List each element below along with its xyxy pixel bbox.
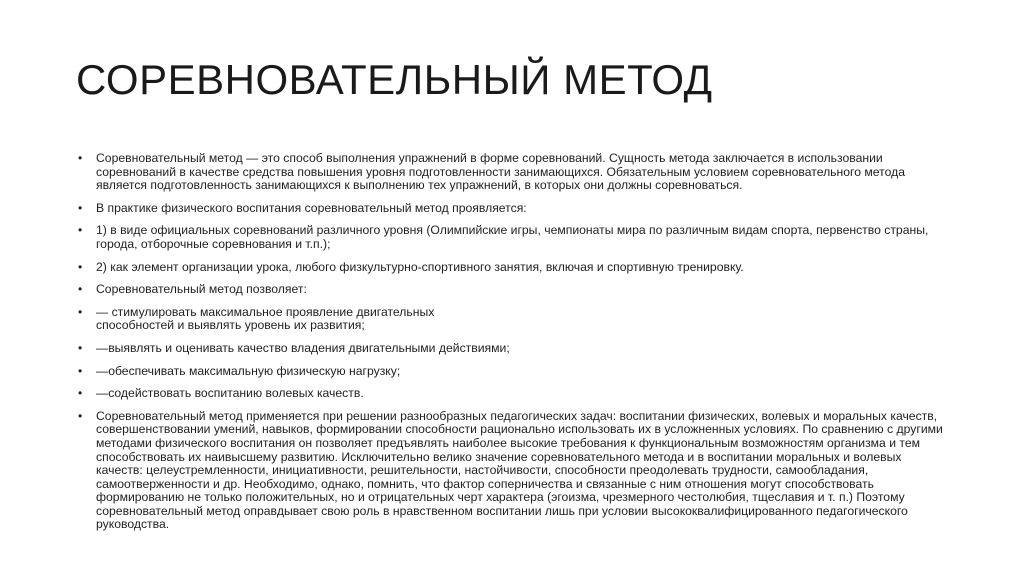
bullet-icon: • (78, 151, 83, 165)
bullet-list (78, 152, 948, 541)
bullet-icon: • (78, 408, 83, 423)
bullet-text: —обеспечивать максимальную физическую нагрузку; (96, 363, 401, 378)
bullet-item (78, 283, 948, 297)
bullet-text: В практике физического воспитания соревновательный метод проявляется: (96, 200, 527, 215)
bullet-text: —выявлять и оценивать качество владения двигательными действиями; (96, 340, 510, 355)
bullet-icon: • (78, 200, 83, 215)
bullet-text: 2) как элемент организации урока, любого физкультурно-спортивного занятия, включая и спортивную тренировку. (96, 259, 744, 274)
bullet-icon: • (78, 363, 83, 378)
bullet-text: 1) в виде официальных соревнований различного уровня (Олимпийские игры, чемпионаты мира по различным видам спорта, первенство страны, города, отборочные соревнования и т.п.); (96, 223, 929, 251)
bullet-item (78, 365, 948, 379)
bullet-item (78, 224, 948, 251)
bullet-item (78, 387, 948, 401)
bullet-item (78, 410, 948, 532)
bullet-text: —содействовать воспитанию волевых качеств. (96, 386, 364, 401)
bullet-item (78, 261, 948, 275)
bullet-item (78, 152, 948, 193)
bullet-icon: • (78, 340, 83, 355)
bullet-item (78, 342, 948, 356)
bullet-text: — стимулировать максимальное проявление двигательных способностей и выявлять уровень их развития; (96, 304, 435, 333)
slide-title: СОРЕВНОВАТЕЛЬНЫЙ МЕТОД (76, 56, 713, 103)
bullet-icon: • (78, 223, 83, 238)
bullet-text: Соревновательный метод позволяет: (96, 282, 307, 297)
bullet-icon: • (78, 259, 83, 274)
bullet-text: Соревновательный метод применяется при решении разнообразных педагогических задач: воспитании физических, волевых и моральных качеств, совершенствовании умений, навыков, формировании способности рационально использовать их в усложненных условиях. По сравнению с другими методами физического воспитания он позволяет предъявлять наиболее высокие требования к функциональным возможностям организма и тем способствовать их наивысшему развитию. Исключительно велико значение соревновательного метода и в воспитании моральных и волевых качеств: целеустремленности, инициативности, решительности, настойчивости, способности преодолевать трудности, самообладания, самоотверженности и др. Необходимо, однако, помнить, что фактор соперничества и связанные с ним отношения могут способствовать формированию не только положительных, но и отрицательных черт характера (эгоизма, чрезмерного честолюбия, тщеславия и т. п.) Поэтому соревновательный метод оправдывает свою роль в нравственном воспитании лишь при условии высококвалифицированного педагогического руководства. (96, 408, 943, 532)
bullet-item (78, 202, 948, 216)
bullet-icon: • (78, 282, 83, 297)
bullet-item (78, 306, 948, 333)
bullet-text: Соревновательный метод — это способ выполнения упражнений в форме соревнований. Сущность метода заключается в использовании соревнований в качестве средства повышения уровня подготовленности занимающихся. Обязательным условием соревновательного метода является подготовленность занимающихся к выполнению тех упражнений, в которых они должны соревноваться. (96, 151, 905, 193)
bullet-icon: • (78, 386, 83, 401)
bullet-icon: • (78, 304, 83, 319)
